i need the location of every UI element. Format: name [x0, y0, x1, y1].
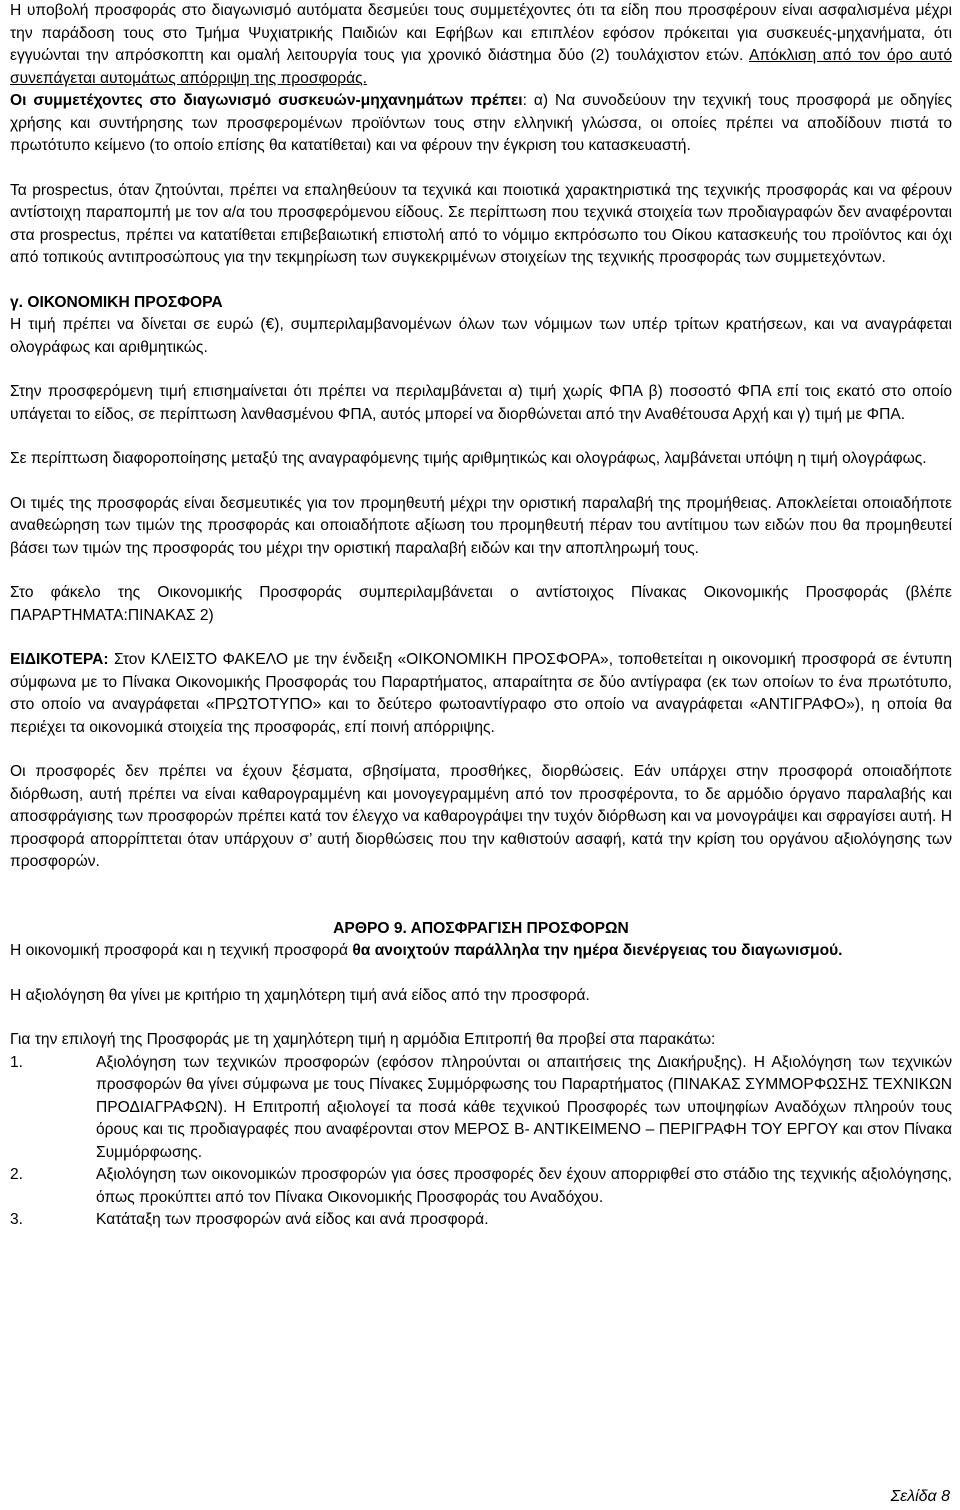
heading-financial-offer: γ. ΟΙΚΟΝΟΜΙΚΗ ΠΡΟΣΦΟΡΑ [10, 293, 223, 311]
list-item-text: Αξιολόγηση των τεχνικών προσφορών (εφόσον πληρούνται οι απαιτήσεις της Διακήρυξης). Η Αξιολόγηση των τεχνικών προσφορών θα γίνει σύμφωνα με τους Πίνακες Συμμόρφωσης του Παραρτήματος (ΠΙΝΑΚΑΣ ΣΥΜΜΟΡΦΩΣΗΣ ΤΕΧΝΙΚΩΝ ΠΡΟΔΙΑΓΡΑΦΩΝ). Η Επιτροπή αξιολογεί τα ποσά κάθε τεχνικού Προσφορές των υποψηφίων Αναδόχων πληρούν τους όρους και τις προδιαγραφές που αναφέρονται στον ΜΕΡΟΣ Β- ΑΝΤΙΚΕΙΜΕΝΟ – ΠΕΡΙΓΡΑΦΗ ΤΟΥ ΕΡΓΟΥ και στον Πίνακα Συμμόρφωσης. [96, 1053, 952, 1161]
paragraph-price-euro: Η τιμή πρέπει να δίνεται σε ευρώ (€), συμπεριλαμβανομένων όλων των νόμιμων των υπέρ τρίτων κρατήσεων, και να αναγράφεται ολογράφως και αριθμητικώς. [10, 316, 952, 356]
paragraph-participants [10, 90, 952, 158]
paragraph-opening [10, 940, 952, 963]
paragraph-prospectus: Τα prospectus, όταν ζητούνται, πρέπει να επαληθεύουν τα τεχνικά και ποιοτικά χαρακτηριστικά της τεχνικής προσφοράς και να φέρουν αντίστοιχη παραπομπή με τον α/α του προσφερόμενου είδους. Σε περίπτωση που τεχνικά στοιχεία των προδιαγραφών δεν αναφέρονται στα prospectus, πρέπει να κατατίθεται επιβεβαιωτική επιστολή από το νόμιμο εκπρόσωπο του Οίκου κατασκευής του προϊόντος και όχι από τοπικούς αντιπροσώπους για την τεκμηρίωση των συγκεκριμένων στοιχείων της τεχνικής προσφοράς των συμμετεχόντων. [10, 181, 952, 266]
opening-bold: θα ανοιχτούν παράλληλα την ημέρα διενέργειας του διαγωνισμού. [352, 942, 843, 959]
paragraph-price-difference: Σε περίπτωση διαφοροποίησης μεταξύ της αναγραφόμενης τιμής αριθμητικώς και ολογράφως, λαμβάνεται υπόψη η τιμή ολογράφως. [10, 450, 927, 467]
list-item [10, 1052, 952, 1165]
paragraph-vat: Στην προσφερόμενη τιμή επισημαίνεται ότι πρέπει να περιλαμβάνεται α) τιμή χωρίς ΦΠΑ β) ποσοστό ΦΠΑ επί τοις εκατό στο οποίο υπάγεται το είδος, σε περίπτωση λανθασμένου ΦΠΑ, αυτός μπορεί να διορθώνεται από την Αναθέτουσα Αρχή και γ) τιμή με ΦΠΑ. [10, 383, 952, 423]
paragraph-binding-prices: Οι τιμές της προσφοράς είναι δεσμευτικές για τον προμηθευτή μέχρι την οριστική παραλαβή της προμήθειας. Αποκλείεται οποιαδήποτε αναθεώρηση των τιμών της προσφοράς και οποιαδήποτε αξίωση του προμηθευτή πέραν του αντίτιμου των ειδών που θα προμηθευτεί βάσει των τιμών της προσφοράς του μέχρι την οριστική παραλαβή ειδών και την αποπληρωμή τους. [10, 494, 952, 557]
specifically-text: Στον ΚΛΕΙΣΤΟ ΦΑΚΕΛΟ με την ένδειξη «ΟΙΚΟΝΟΜΙΚΗ ΠΡΟΣΦΟΡΑ», τοποθετείται η οικονομική προσφορά σε έντυπη σύμφωνα με το Πίνακα Οικονομικής Προσφοράς του Παραρτήματος, απαραίτητα σε δύο αντίγραφα (εκ των οποίων το ένα πρωτότυπο, στο οποίο να αναγράφεται «ΠΡΩΤΟΤΥΠΟ» και το δεύτερο φωτοαντίγραφο στο οποίο να αναγράφεται «ΑΝΤΙΓΡΑΦΟ»), η οποία θα περιέχει τα οικονομικά στοιχεία της προσφοράς, επί ποινή απόρριψης. [10, 651, 952, 736]
specifically-bold: ΕΙΔΙΚΟΤΕΡΑ: [10, 651, 109, 668]
paragraph-evaluation: Η αξιολόγηση θα γίνει με κριτήριο τη χαμηλότερη τιμή ανά είδος από την προσφορά. [10, 986, 590, 1004]
list-item-number: 3. [10, 1211, 24, 1228]
paragraph-corrections: Οι προσφορές δεν πρέπει να έχουν ξέσματα, σβησίματα, προσθήκες, διορθώσεις. Εάν υπάρχει στην προσφορά οποιαδήποτε διόρθωση, αυτή πρέπει να είναι καθαρογραμμένη και μονογεγραμμένη από τον προσφέροντα, το δε αρμόδιο όργανο παραλαβής και αποσφράγισης των προσφορών πρέπει κατά τον έλεγχο να καθαρογράψει την τυχόν διόρθωση και να μονογράψει και σφραγίσει αυτή. Η προσφορά απορρίπτεται όταν υπάρχουν σ’ αυτή διορθώσεις που την καθιστούν ασαφή, κατά την κρίση του οργάνου αξιολόγησης των προσφορών. [10, 763, 952, 870]
paragraph-specifically [10, 649, 952, 739]
opening-text: Η οικονομική προσφορά και η τεχνική προσφορά [10, 942, 353, 959]
list-item-text: Κατάταξη των προσφορών ανά είδος και ανά προσφορά. [96, 1211, 489, 1228]
article-9-title: ΑΡΘΡΟ 9. ΑΠΟΣΦΡΑΓΙΣΗ ΠΡΟΣΦΟΡΩΝ [333, 919, 629, 937]
paragraph-insurance [10, 0, 952, 90]
paragraph-financial-folder: Στο φάκελο της Οικονομικής Προσφοράς συμπεριλαμβάνεται ο αντίστοιχος Πίνακας Οικονομικής Προσφοράς (βλέπε ΠΑΡΑΡΤΗΜΑΤΑ:ΠΙΝΑΚΑΣ 2) [10, 584, 952, 624]
rejection-clause: Απόκλιση από τον όρο αυτό συνεπάγεται αυτομάτως απόρριψη της προσφοράς. [10, 47, 952, 87]
list-item-text: Αξιολόγηση των οικονομικών προσφορών για όσες προσφορές δεν έχουν απορριφθεί στο στάδιο της τεχνικής αξιολόγησης, όπως προκύπτει από τον Πίνακα Οικονομικής Προσφοράς του Αναδόχου. [96, 1166, 952, 1206]
list-item [10, 1164, 952, 1209]
insurance-text: Η υποβολή προσφοράς στο διαγωνισμό αυτόματα δεσμεύει τους συμμετέχοντες ότι τα είδη που προσφέρουν είναι ασφαλισμένα μέχρι την παράδοση τους στο Τμήμα Ψυχιατρικής Παιδιών και Εφήβων και επιπλέον εφόσον πρόκειται για συσκευές-μηχανήματα, ότι εγγυώνται την απρόσκοπτη και ομαλή λειτουργία τους για χρονικό διάστημα δύο (2) τουλάχιστον ετών. [10, 2, 952, 64]
list-item [10, 1209, 952, 1232]
paragraph-selection: Για την επιλογή της Προσφοράς με τη χαμηλότερη τιμή η αρμόδια Επιτροπή θα προβεί στα παρακάτω: [10, 1031, 716, 1048]
evaluation-steps-list [10, 1052, 952, 1232]
participants-bold: Οι συμμετέχοντες στο διαγωνισμό συσκευών-μηχανημάτων πρέπει [10, 92, 523, 109]
participants-text: : α) Να συνοδεύουν την τεχνική τους προσφορά με οδηγίες χρήσης και συντήρησης των προσφερομένων προϊόντων τους στην ελληνική γλώσσα, οι οποίες πρέπει να αποδίδουν πιστά το πρωτότυπο κείμενο (το οποίο επίσης θα κατατίθεται) και να φέρουν την έγκριση του κατασκευαστή. [10, 92, 953, 154]
list-item-number: 1. [10, 1053, 24, 1071]
list-item-number: 2. [10, 1166, 24, 1183]
page-number: Σελίδα 8 [890, 1488, 950, 1505]
